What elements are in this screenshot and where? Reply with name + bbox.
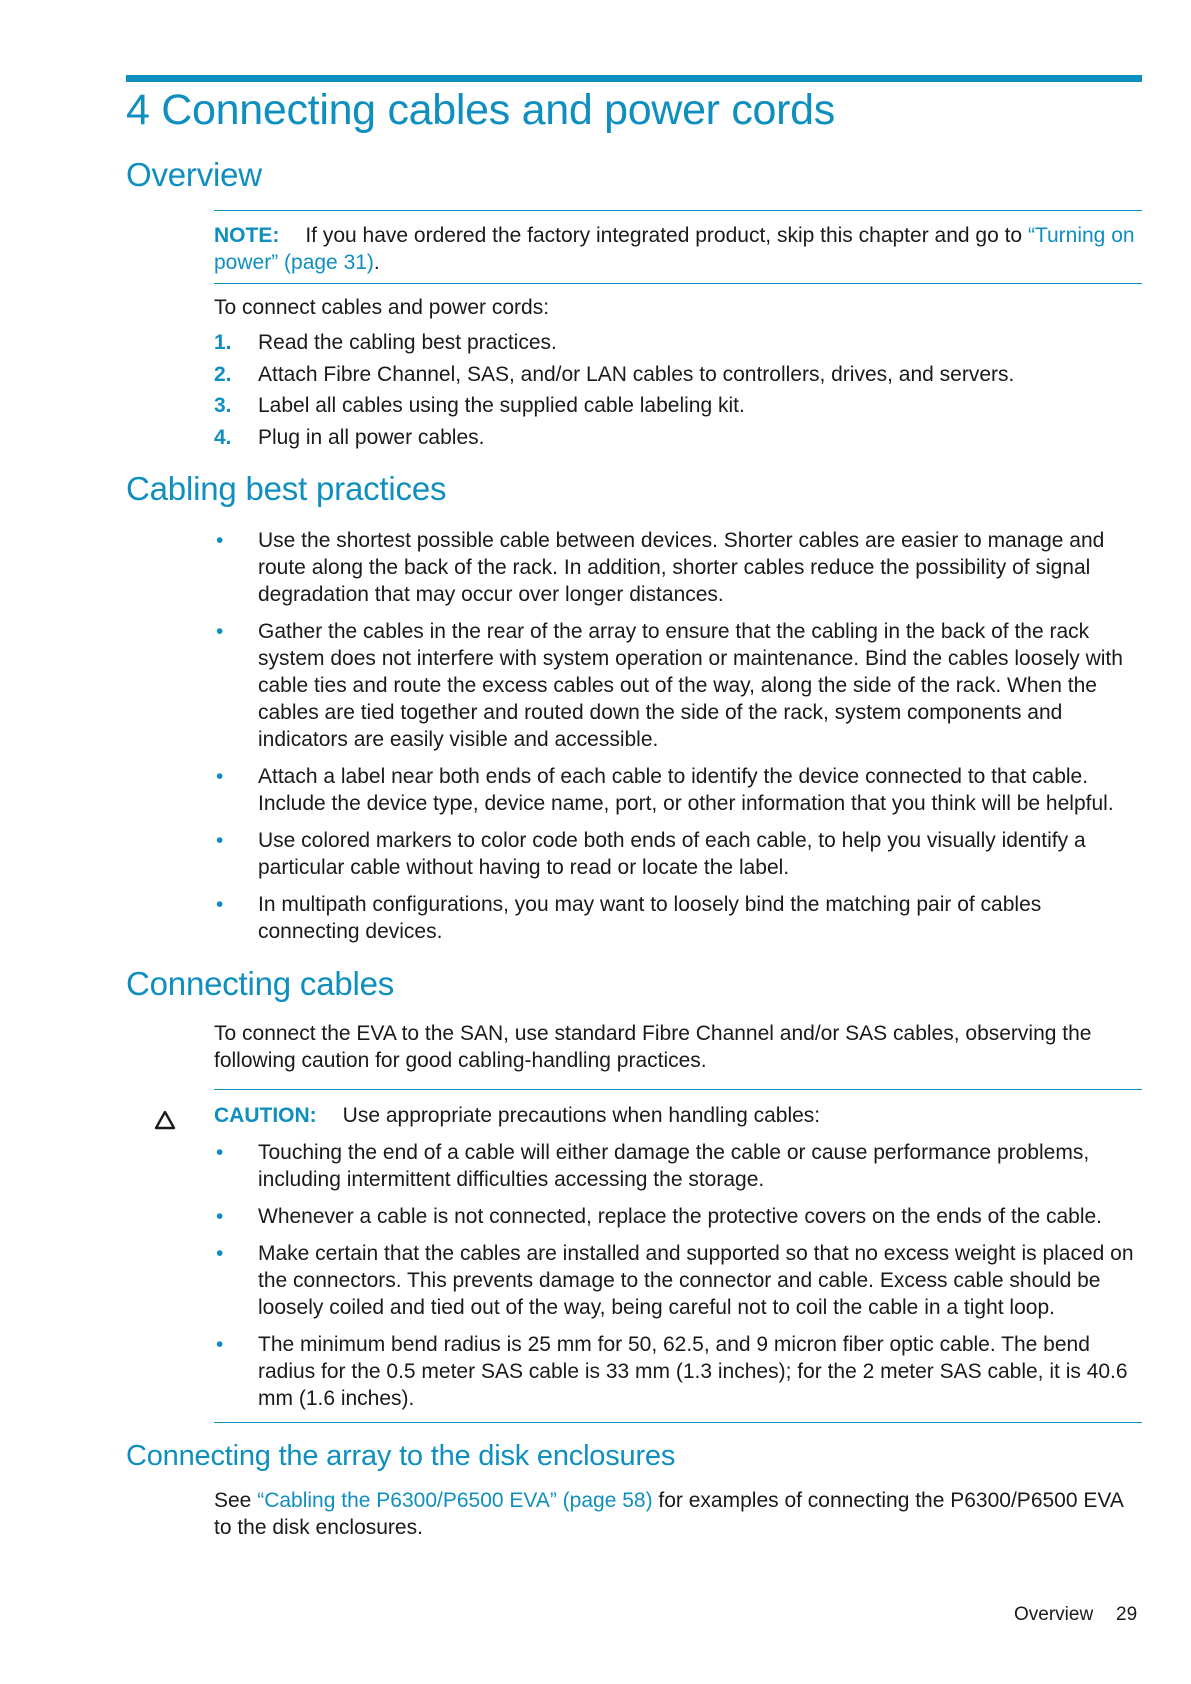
- list-item: • Use the shortest possible cable between devices. Shorter cables are easier to manage and route along the back of the rack. In addition, shorter cables reduce the possibility of signal degradation that may occur over longer distances.: [216, 529, 1105, 606]
- disk-enclosures-heading: Connecting the array to the disk enclosures: [126, 1440, 676, 1472]
- list-item: • The minimum bend radius is 25 mm for 50, 62.5, and 9 micron fiber optic cable. The bend radius for the 0.5 meter SAS cable is 33 mm (1.3 inches); for the 2 meter SAS cable, it is 40.6 mm (1.6 inches).: [216, 1333, 1128, 1410]
- connecting-cables-intro: To connect the EVA to the SAN, use standard Fibre Channel and/or SAS cables, observing the following caution for good cabling-handling practices.: [214, 1022, 1092, 1072]
- note-end: .: [373, 251, 380, 274]
- caution-text: Use appropriate precautions when handling cables:: [342, 1104, 821, 1127]
- best-practices-list: [214, 527, 1144, 955]
- caution-triangle-icon: [154, 1110, 176, 1130]
- note-block: [214, 222, 1144, 276]
- bullet-icon: •: [216, 1205, 224, 1228]
- list-item: • Whenever a cable is not connected, replace the protective covers on the ends of the cable.: [216, 1205, 1103, 1228]
- overview-intro: To connect cables and power cords:: [214, 296, 550, 319]
- note-top-rule: [214, 210, 1142, 211]
- bullet-icon: •: [216, 1333, 224, 1356]
- list-item: 4. Plug in all power cables.: [214, 425, 485, 449]
- bullet-icon: •: [216, 620, 224, 643]
- list-item: • Gather the cables in the rear of the array to ensure that the cabling in the back of the rack system does not interfere with system operation or maintenance. Bind the cables loosely with cable ties and route the excess cables out of the way, along the side of the rack. When the cables are tied together and routed down the side of the rack, system components and indicators are easily visible and accessible.: [216, 620, 1123, 751]
- list-item: 3. Label all cables using the supplied cable labeling kit.: [214, 394, 745, 417]
- note-text: If you have ordered the factory integrated product, skip this chapter and go to: [305, 224, 1028, 247]
- turning-on-power-link[interactable]: “Turning on power” (page 31): [214, 224, 1135, 274]
- caution-label: CAUTION:: [214, 1104, 317, 1127]
- caution-line: [214, 1102, 1144, 1129]
- chapter-top-rule: [126, 75, 1142, 82]
- caution-list: [214, 1139, 1144, 1422]
- overview-heading: Overview: [126, 156, 262, 193]
- disk-enclosures-text: See “Cabling the P6300/P6500 EVA” (page 58) for examples of connecting the P6300/P6500 EVA to the disk enclosures.: [214, 1489, 1123, 1539]
- list-item: 1. Read the cabling best practices.: [214, 331, 557, 354]
- footer-section: Overview: [1014, 1604, 1094, 1625]
- page-number: 29: [1116, 1604, 1138, 1625]
- list-item: • Touching the end of a cable will either damage the cable or cause performance problems, including intermittent difficulties accessing the storage.: [216, 1141, 1090, 1191]
- caution-top-rule: [214, 1089, 1142, 1090]
- bullet-icon: •: [216, 829, 224, 852]
- chapter-title: 4 Connecting cables and power cords: [126, 86, 835, 134]
- list-item: • Use colored markers to color code both ends of each cable, to help you visually identify a particular cable without having to read or locate the label.: [216, 829, 1086, 879]
- overview-steps: [214, 327, 1144, 453]
- best-practices-heading: Cabling best practices: [126, 470, 447, 507]
- bullet-icon: •: [216, 529, 224, 552]
- list-item: 2. Attach Fibre Channel, SAS, and/or LAN cables to controllers, drives, and servers.: [214, 362, 1015, 386]
- connecting-cables-heading: Connecting cables: [126, 965, 395, 1002]
- bullet-icon: •: [216, 1141, 224, 1164]
- bullet-icon: •: [216, 893, 224, 916]
- list-item: • In multipath configurations, you may want to loosely bind the matching pair of cables connecting devices.: [216, 893, 1042, 943]
- bullet-icon: •: [216, 1242, 224, 1265]
- list-item: • Make certain that the cables are installed and supported so that no excess weight is placed on the connectors. This prevents damage to the connector and cable. Excess cable should be loosely coiled and tied out of the way, being careful not to coil the cable in a tight loop.: [216, 1242, 1134, 1319]
- bullet-icon: •: [216, 765, 224, 788]
- cabling-p6300-link[interactable]: “Cabling the P6300/P6500 EVA” (page 58): [257, 1489, 653, 1512]
- list-item: • Attach a label near both ends of each cable to identify the device connected to that cable. Include the device type, device name, port, or other information that you think will be helpful.: [216, 765, 1114, 815]
- note-label: NOTE:: [214, 224, 280, 247]
- note-bottom-rule: [214, 283, 1142, 284]
- caution-bottom-rule: [214, 1422, 1142, 1423]
